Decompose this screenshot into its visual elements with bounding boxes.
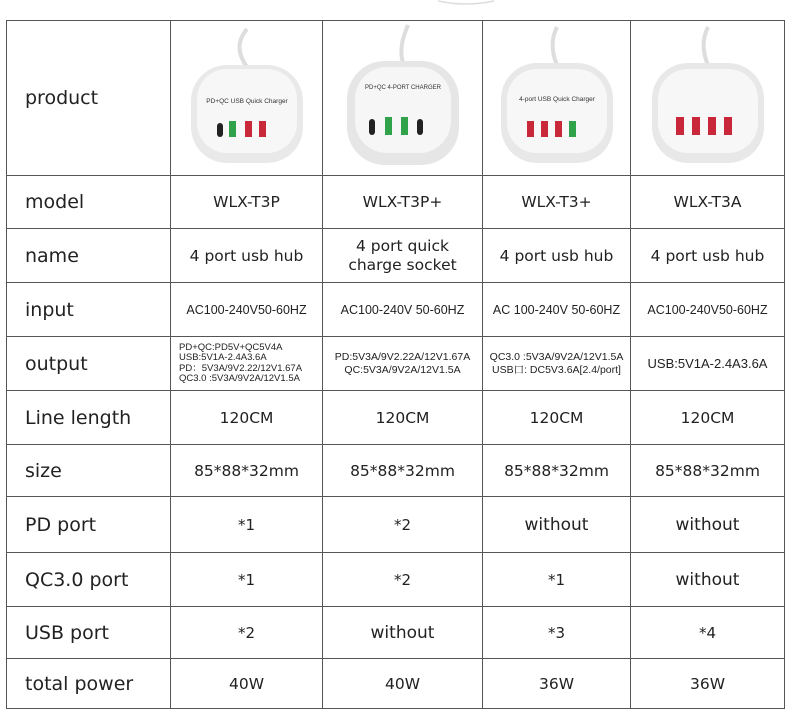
name-cell (323, 229, 483, 283)
pd-port-cell: *1 (171, 497, 323, 553)
brand-text-2: PD+QC 4-PORT CHARGER (364, 85, 441, 91)
label-size: size (7, 445, 171, 497)
output-line: QC:5V3A/9V2A/12V1.5A (344, 363, 461, 376)
row-name (7, 229, 785, 283)
line-length-cell: 120CM (171, 391, 323, 445)
size-cell: 85*88*32mm (171, 445, 323, 497)
input-cell: AC 100-240V 50-60HZ (483, 283, 631, 337)
product-image-3 (483, 21, 631, 176)
name-cell: 4 port usb hub (483, 229, 631, 283)
name-line: charge socket (348, 255, 457, 274)
product-image-4 (631, 21, 785, 176)
row-qc-port (7, 553, 785, 607)
output-cell (323, 337, 483, 391)
output-line: USB:5V1A-2.4A3.6A (179, 352, 267, 363)
name-cell: 4 port usb hub (171, 229, 323, 283)
total-power-cell: 40W (171, 659, 323, 709)
label-usb-port: USB port (7, 607, 171, 659)
total-power-cell: 36W (631, 659, 785, 709)
row-product (7, 21, 785, 176)
total-power-cell: 40W (323, 659, 483, 709)
total-power-cell: 36W (483, 659, 631, 709)
output-line: QC3.0 :5V3A/9V2A/12V1.5A (489, 350, 624, 363)
label-product: product (7, 21, 171, 176)
pd-port-cell: without (483, 497, 631, 553)
label-total-power: total power (7, 659, 171, 709)
size-cell: 85*88*32mm (323, 445, 483, 497)
row-model (7, 176, 785, 229)
label-output: output (7, 337, 171, 391)
qc-port-cell: without (631, 553, 785, 607)
model-cell: WLX-T3P (171, 176, 323, 229)
charger-t3p-image (177, 23, 317, 173)
row-total-power (7, 659, 785, 709)
brand-text-3: 4-port USB Quick Charger (518, 96, 595, 103)
name-line: 4 port quick (356, 236, 449, 255)
input-cell: AC100-240V50-60HZ (631, 283, 785, 337)
name-cell: 4 port usb hub (631, 229, 785, 283)
line-length-cell: 120CM (631, 391, 785, 445)
qc-port-cell: *1 (171, 553, 323, 607)
pd-port-cell: *2 (323, 497, 483, 553)
row-line-length (7, 391, 785, 445)
row-pd-port (7, 497, 785, 553)
row-input (7, 283, 785, 337)
output-line: USB口: DC5V3.6A[2.4/port] (492, 363, 621, 376)
output-cell (171, 337, 323, 391)
charger-t3p-plus-image (333, 23, 473, 173)
output-line: PD:5V3A/9V2.22A/12V1.67A (334, 350, 471, 363)
size-cell: 85*88*32mm (483, 445, 631, 497)
output-cell (483, 337, 631, 391)
line-length-cell: 120CM (323, 391, 483, 445)
label-pd-port: PD port (7, 497, 171, 553)
qc-port-cell: *1 (483, 553, 631, 607)
label-input: input (7, 283, 171, 337)
spec-comparison-table (6, 20, 785, 709)
label-model: model (7, 176, 171, 229)
usb-port-cell: without (323, 607, 483, 659)
row-output (7, 337, 785, 391)
label-line-length: Line length (7, 391, 171, 445)
top-edge-decoration (436, 0, 496, 6)
output-line: QC3.0 :5V3A/9V2A/12V1.5A (179, 373, 300, 384)
row-usb-port (7, 607, 785, 659)
usb-port-cell: *2 (171, 607, 323, 659)
pd-port-cell: without (631, 497, 785, 553)
label-qc-port: QC3.0 port (7, 553, 171, 607)
usb-port-cell: *3 (483, 607, 631, 659)
input-cell: AC100-240V 50-60HZ (323, 283, 483, 337)
charger-t3a-image (638, 23, 778, 173)
size-cell: 85*88*32mm (631, 445, 785, 497)
charger-t3-plus-image (487, 23, 627, 173)
brand-text-1: PD+QC USB Quick Charger (205, 98, 288, 105)
model-cell: WLX-T3A (631, 176, 785, 229)
model-cell: WLX-T3+ (483, 176, 631, 229)
model-cell: WLX-T3P+ (323, 176, 483, 229)
output-line: PD：5V3A/9V2.22/12V1.67A (179, 362, 303, 374)
output-line: PD+QC:PD5V+QC5V4A (179, 341, 283, 353)
line-length-cell: 120CM (483, 391, 631, 445)
input-cell: AC100-240V50-60HZ (171, 283, 323, 337)
usb-port-cell: *4 (631, 607, 785, 659)
row-size (7, 445, 785, 497)
label-name: name (7, 229, 171, 283)
qc-port-cell: *2 (323, 553, 483, 607)
product-image-2 (323, 21, 483, 176)
output-cell: USB:5V1A-2.4A3.6A (631, 337, 785, 391)
product-image-1 (171, 21, 323, 176)
